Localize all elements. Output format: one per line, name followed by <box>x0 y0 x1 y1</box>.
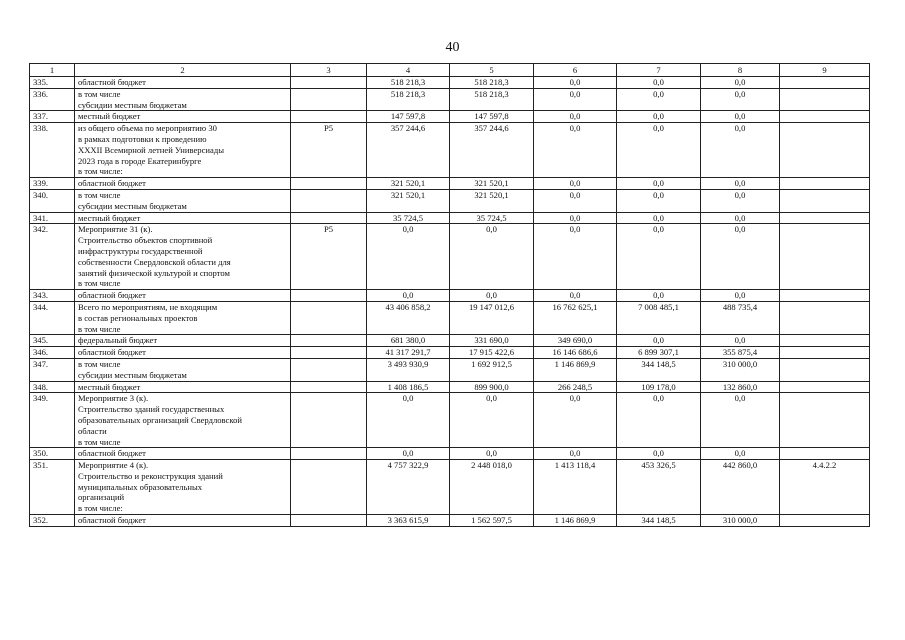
row-number: 342. <box>30 224 75 290</box>
cell-col8: 442 860,0 <box>701 460 780 515</box>
cell-col4: 357 244,6 <box>367 123 450 178</box>
row-number: 340. <box>30 189 75 212</box>
cell-col6: 349 690,0 <box>534 335 617 347</box>
cell-col7: 0,0 <box>617 189 701 212</box>
cell-col5: 0,0 <box>450 393 534 448</box>
cell-col7: 453 326,5 <box>617 460 701 515</box>
row-description: областной бюджет <box>75 347 291 359</box>
cell-col6: 0,0 <box>534 189 617 212</box>
column-header: 6 <box>534 64 617 77</box>
cell-col5: 0,0 <box>450 448 534 460</box>
cell-col7: 7 008 485,1 <box>617 301 701 334</box>
row-number: 352. <box>30 515 75 527</box>
cell-col8: 0,0 <box>701 88 780 111</box>
row-description: областной бюджет <box>75 178 291 190</box>
table-row <box>30 212 870 224</box>
cell-col6: 0,0 <box>534 224 617 290</box>
cell-col6: 16 762 625,1 <box>534 301 617 334</box>
cell-col5: 1 692 912,5 <box>450 358 534 381</box>
row-number: 347. <box>30 358 75 381</box>
cell-col7: 0,0 <box>617 212 701 224</box>
cell-col8: 355 875,4 <box>701 347 780 359</box>
cell-col5: 331 690,0 <box>450 335 534 347</box>
cell-col9 <box>780 88 870 111</box>
row-number: 337. <box>30 111 75 123</box>
table-row <box>30 77 870 89</box>
cell-col8: 310 000,0 <box>701 515 780 527</box>
table-row <box>30 224 870 290</box>
row-number: 351. <box>30 460 75 515</box>
column-header: 2 <box>75 64 291 77</box>
cell-col5: 518 218,3 <box>450 77 534 89</box>
cell-col3 <box>291 393 367 448</box>
cell-col4: 4 757 322,9 <box>367 460 450 515</box>
cell-col3 <box>291 460 367 515</box>
row-number: 345. <box>30 335 75 347</box>
cell-col4: 0,0 <box>367 393 450 448</box>
row-description: из общего объема по мероприятию 30 в рамках подготовки к проведению XXXII Всемирной летней Универсиады 2023 года в городе Екатеринбурге в том числе: <box>75 123 291 178</box>
cell-col7: 0,0 <box>617 88 701 111</box>
cell-col9 <box>780 290 870 302</box>
cell-col9 <box>780 189 870 212</box>
cell-col4: 43 406 858,2 <box>367 301 450 334</box>
cell-col9: 4.4.2.2 <box>780 460 870 515</box>
cell-col6: 0,0 <box>534 178 617 190</box>
cell-col6: 0,0 <box>534 77 617 89</box>
cell-col7: 0,0 <box>617 335 701 347</box>
cell-col8: 310 000,0 <box>701 358 780 381</box>
cell-col3 <box>291 301 367 334</box>
table-row <box>30 448 870 460</box>
cell-col8: 0,0 <box>701 290 780 302</box>
budget-table <box>29 63 870 527</box>
cell-col8: 488 735,4 <box>701 301 780 334</box>
table-row <box>30 88 870 111</box>
cell-col4: 35 724,5 <box>367 212 450 224</box>
cell-col6: 1 146 869,9 <box>534 358 617 381</box>
cell-col3 <box>291 212 367 224</box>
row-number: 344. <box>30 301 75 334</box>
row-number: 338. <box>30 123 75 178</box>
cell-col9 <box>780 347 870 359</box>
cell-col9 <box>780 448 870 460</box>
cell-col5: 321 520,1 <box>450 189 534 212</box>
cell-col3 <box>291 111 367 123</box>
cell-col9 <box>780 224 870 290</box>
cell-col8: 0,0 <box>701 448 780 460</box>
cell-col6: 266 248,5 <box>534 381 617 393</box>
cell-col7: 0,0 <box>617 224 701 290</box>
cell-col3 <box>291 515 367 527</box>
table-header-row <box>30 64 870 77</box>
table-row <box>30 515 870 527</box>
cell-col8: 0,0 <box>701 335 780 347</box>
cell-col4: 1 408 186,5 <box>367 381 450 393</box>
row-description: в том числе субсидии местным бюджетам <box>75 189 291 212</box>
cell-col4: 681 380,0 <box>367 335 450 347</box>
page-number: 40 <box>445 40 460 55</box>
cell-col3 <box>291 381 367 393</box>
cell-col9 <box>780 301 870 334</box>
column-header: 7 <box>617 64 701 77</box>
cell-col9 <box>780 381 870 393</box>
column-header: 5 <box>450 64 534 77</box>
cell-col3 <box>291 189 367 212</box>
cell-col3: Р5 <box>291 224 367 290</box>
column-header: 1 <box>30 64 75 77</box>
table-row <box>30 178 870 190</box>
cell-col9 <box>780 178 870 190</box>
row-description: в том числе субсидии местным бюджетам <box>75 358 291 381</box>
cell-col4: 321 520,1 <box>367 189 450 212</box>
table-row <box>30 301 870 334</box>
cell-col8: 0,0 <box>701 111 780 123</box>
cell-col3 <box>291 77 367 89</box>
row-number: 343. <box>30 290 75 302</box>
cell-col4: 321 520,1 <box>367 178 450 190</box>
row-description: областной бюджет <box>75 77 291 89</box>
cell-col6: 1 413 118,4 <box>534 460 617 515</box>
cell-col3 <box>291 88 367 111</box>
cell-col4: 0,0 <box>367 448 450 460</box>
cell-col9 <box>780 77 870 89</box>
row-number: 341. <box>30 212 75 224</box>
row-description: областной бюджет <box>75 515 291 527</box>
cell-col6: 0,0 <box>534 123 617 178</box>
table-row <box>30 290 870 302</box>
cell-col5: 35 724,5 <box>450 212 534 224</box>
row-number: 348. <box>30 381 75 393</box>
row-description: областной бюджет <box>75 448 291 460</box>
cell-col5: 17 915 422,6 <box>450 347 534 359</box>
cell-col3 <box>291 448 367 460</box>
cell-col7: 109 178,0 <box>617 381 701 393</box>
table-row <box>30 335 870 347</box>
cell-col9 <box>780 111 870 123</box>
row-number: 350. <box>30 448 75 460</box>
cell-col9 <box>780 123 870 178</box>
row-number: 336. <box>30 88 75 111</box>
cell-col9 <box>780 335 870 347</box>
cell-col7: 0,0 <box>617 290 701 302</box>
cell-col3 <box>291 358 367 381</box>
cell-col7: 0,0 <box>617 77 701 89</box>
row-number: 339. <box>30 178 75 190</box>
cell-col6: 0,0 <box>534 290 617 302</box>
cell-col8: 0,0 <box>701 393 780 448</box>
cell-col4: 3 363 615,9 <box>367 515 450 527</box>
cell-col5: 518 218,3 <box>450 88 534 111</box>
cell-col6: 0,0 <box>534 88 617 111</box>
row-description: Всего по мероприятиям, не входящим в состав региональных проектов в том числе <box>75 301 291 334</box>
cell-col6: 1 146 869,9 <box>534 515 617 527</box>
cell-col3 <box>291 290 367 302</box>
cell-col9 <box>780 515 870 527</box>
cell-col3 <box>291 335 367 347</box>
cell-col7: 344 148,5 <box>617 358 701 381</box>
cell-col4: 518 218,3 <box>367 77 450 89</box>
cell-col3 <box>291 347 367 359</box>
cell-col5: 147 597,8 <box>450 111 534 123</box>
cell-col5: 0,0 <box>450 224 534 290</box>
cell-col7: 6 899 307,1 <box>617 347 701 359</box>
table-row <box>30 111 870 123</box>
table-row <box>30 347 870 359</box>
row-description: федеральный бюджет <box>75 335 291 347</box>
cell-col7: 0,0 <box>617 111 701 123</box>
cell-col7: 0,0 <box>617 123 701 178</box>
cell-col5: 2 448 018,0 <box>450 460 534 515</box>
cell-col4: 3 493 930,9 <box>367 358 450 381</box>
cell-col4: 518 218,3 <box>367 88 450 111</box>
cell-col6: 0,0 <box>534 212 617 224</box>
row-number: 346. <box>30 347 75 359</box>
cell-col4: 0,0 <box>367 224 450 290</box>
cell-col8: 132 860,0 <box>701 381 780 393</box>
table-row <box>30 460 870 515</box>
row-description: Мероприятие 3 (к). Строительство зданий государственных образовательных организаций Свердловской области в том числе <box>75 393 291 448</box>
row-number: 349. <box>30 393 75 448</box>
cell-col9 <box>780 212 870 224</box>
cell-col8: 0,0 <box>701 123 780 178</box>
column-header: 9 <box>780 64 870 77</box>
cell-col4: 41 317 291,7 <box>367 347 450 359</box>
cell-col6: 0,0 <box>534 448 617 460</box>
cell-col8: 0,0 <box>701 189 780 212</box>
cell-col7: 344 148,5 <box>617 515 701 527</box>
cell-col8: 0,0 <box>701 178 780 190</box>
cell-col5: 321 520,1 <box>450 178 534 190</box>
cell-col8: 0,0 <box>701 212 780 224</box>
cell-col8: 0,0 <box>701 77 780 89</box>
cell-col5: 357 244,6 <box>450 123 534 178</box>
cell-col7: 0,0 <box>617 178 701 190</box>
cell-col3: Р5 <box>291 123 367 178</box>
row-description: в том числе субсидии местным бюджетам <box>75 88 291 111</box>
row-description: Мероприятие 4 (к). Строительство и реконструкция зданий муниципальных образовательных организаций в том числе: <box>75 460 291 515</box>
cell-col6: 0,0 <box>534 393 617 448</box>
row-description: областной бюджет <box>75 290 291 302</box>
cell-col6: 16 146 686,6 <box>534 347 617 359</box>
cell-col5: 899 900,0 <box>450 381 534 393</box>
table-row <box>30 381 870 393</box>
cell-col5: 1 562 597,5 <box>450 515 534 527</box>
table-row <box>30 358 870 381</box>
row-description: местный бюджет <box>75 212 291 224</box>
cell-col4: 0,0 <box>367 290 450 302</box>
table-row <box>30 393 870 448</box>
cell-col6: 0,0 <box>534 111 617 123</box>
cell-col5: 0,0 <box>450 290 534 302</box>
cell-col9 <box>780 358 870 381</box>
cell-col7: 0,0 <box>617 393 701 448</box>
row-number: 335. <box>30 77 75 89</box>
cell-col3 <box>291 178 367 190</box>
row-description: Мероприятие 31 (к). Строительство объектов спортивной инфраструктуры государственной собственности Свердловской области для занятий физической культурой и спортом в том числе <box>75 224 291 290</box>
table-row <box>30 123 870 178</box>
row-description: местный бюджет <box>75 381 291 393</box>
cell-col5: 19 147 012,6 <box>450 301 534 334</box>
cell-col8: 0,0 <box>701 224 780 290</box>
cell-col4: 147 597,8 <box>367 111 450 123</box>
row-description: местный бюджет <box>75 111 291 123</box>
cell-col9 <box>780 393 870 448</box>
column-header: 3 <box>291 64 367 77</box>
table-row <box>30 189 870 212</box>
cell-col7: 0,0 <box>617 448 701 460</box>
column-header: 4 <box>367 64 450 77</box>
column-header: 8 <box>701 64 780 77</box>
